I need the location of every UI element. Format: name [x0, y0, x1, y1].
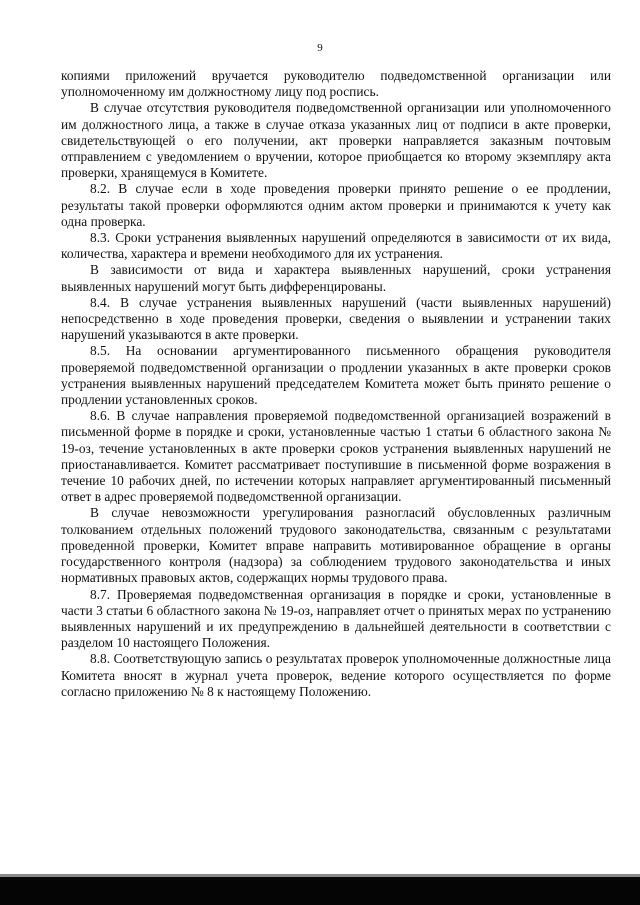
paragraph-disagreements: В случае невозможности урегулирования разногласий обусловленных различным толкованием отдельных положений трудового законодательства, связанным с результатами проведенной проверки, Комитет вправе направить мотивированное обращение в органы государственного контроля (надзора) за соблюдением трудового законодательства и иных нормативных правовых актов, содержащих нормы трудового права. — [61, 505, 611, 586]
paragraph-8-6: 8.6. В случае направления проверяемой подведомственной организацией возражений в письменной форме в порядке и сроки, установленные частью 1 статьи 6 областного закона № 19-оз, течение установленных в акте проверки сроков устранения выявленных нарушений не приостанавливается. Комитет рассматривает поступившие в письменной форме возражения в течение 10 рабочих дней, по истечении которых направляет аргументированный письменный ответ в адрес проверяемой подведомственной организации. — [61, 408, 611, 505]
paragraph-8-7: 8.7. Проверяемая подведомственная организация в порядке и сроки, установленные в части 3 статьи 6 областного закона № 19-оз, направляет отчет о принятых мерах по устранению выявленных нарушений и их предупреждению в дальнейшей деятельности в соответствии с разделом 10 настоящего Положения. — [61, 586, 611, 651]
paragraph-8-4: 8.4. В случае устранения выявленных нарушений (части выявленных нарушений) непосредственно в ходе проведения проверки, сведения о выявлении и устранении таких нарушений указываются в акте проверки. — [61, 294, 611, 343]
paragraph-differentiated-terms: В зависимости от вида и характера выявленных нарушений, сроки устранения выявленных нарушений могут быть дифференцированы. — [61, 262, 611, 294]
paragraph-8-3: 8.3. Сроки устранения выявленных нарушений определяются в зависимости от их вида, количества, характера и времени необходимого для их устранения. — [61, 230, 611, 262]
paragraph-continuation: копиями приложений вручается руководителю подведомственной организации или уполномоченному им должностному лицу под роспись. — [61, 68, 611, 100]
paragraph-8-8: 8.8. Соответствующую запись о результатах проверок уполномоченные должностные лица Комитета вносят в журнал учета проверок, ведение которого осуществляется по форме согласно приложению № 8 к настоящему Положению. — [61, 651, 611, 699]
paragraph-absence-of-head: В случае отсутствия руководителя подведомственной организации или уполномоченного им должностного лица, а также в случае отказа указанных лиц от подписи в акте проверки, свидетельствующей о его получении, акт проверки направляется заказным почтовым отправлением с уведомлением о вручении, которое приобщается ко второму экземпляру акта проверки, хранящемуся в Комитете. — [61, 100, 611, 181]
document-body — [61, 68, 611, 700]
scan-bottom-bar — [0, 877, 640, 905]
paragraph-8-2: 8.2. В случае если в ходе проведения проверки принято решение о ее продлении, результаты такой проверки оформляются одним актом проверки и принимаются к учету как одна проверка. — [61, 181, 611, 229]
paragraph-8-5: 8.5. На основании аргументированного письменного обращения руководителя проверяемой подведомственной организации о продлении указанных в акте проверки сроков устранения выявленных нарушений председателем Комитета может быть принято решение о продлении установленных сроков. — [61, 343, 611, 408]
page-number: 9 — [317, 42, 323, 54]
